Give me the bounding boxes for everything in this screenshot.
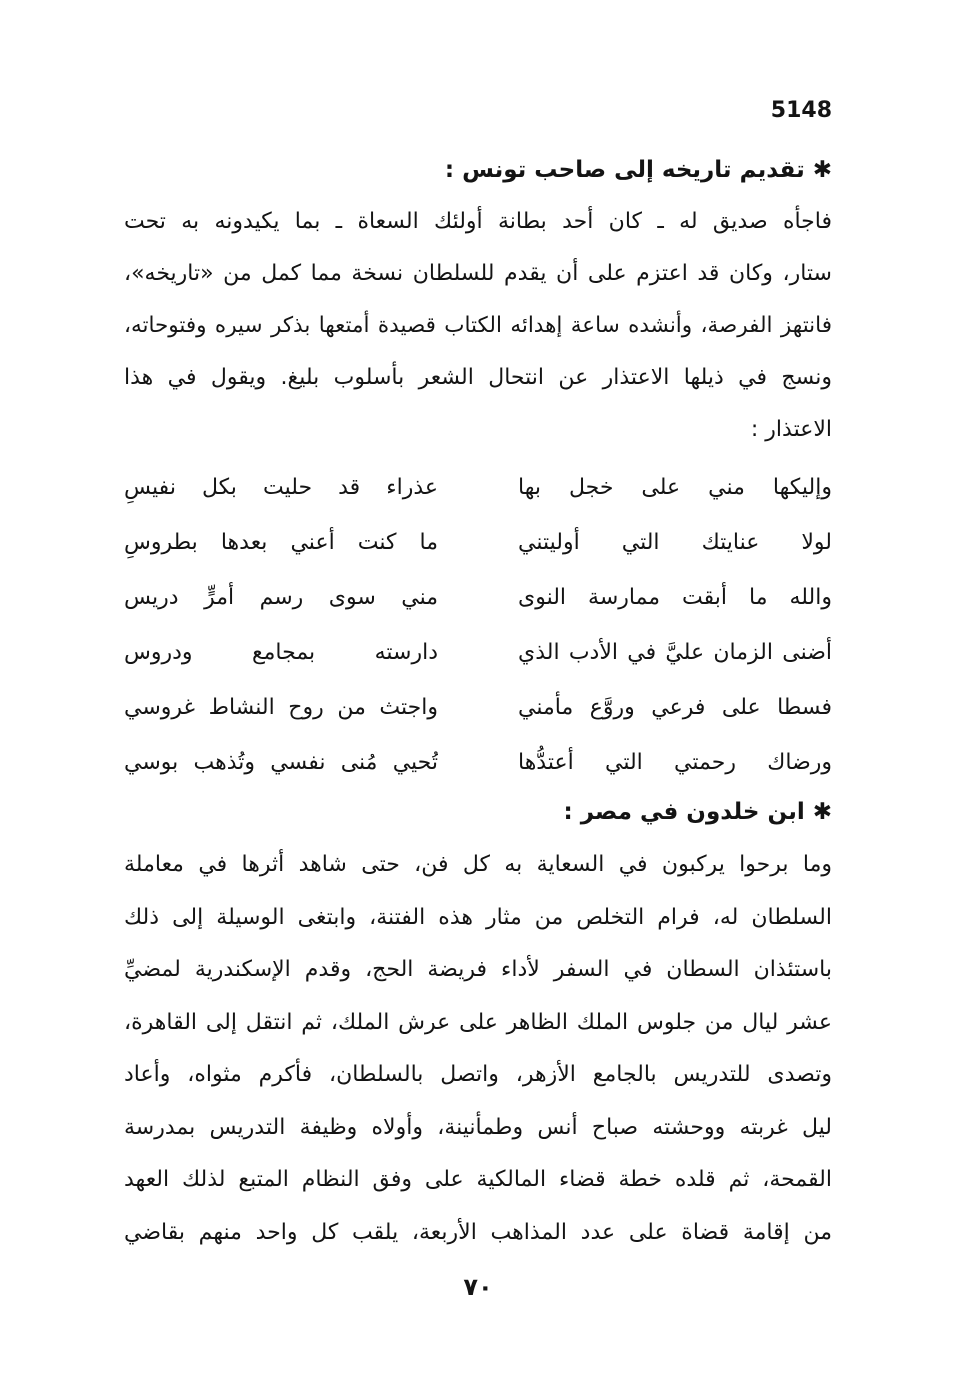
verse-second-hemistich: واجتث من روح النشاط غروسي [124,695,438,720]
paragraph-line: ليل غربته ووحشته صباح أنس وطمأنينة، وأولاه وظيفة التدريس بمدرسة [124,1114,832,1140]
verse-first-hemistich: وإليكها مني على خجل بها [518,475,832,500]
paragraph-line: ونسج في ذيلها الاعتذار عن انتحال الشعر بأسلوب بليغ. ويقول في هذا [124,365,832,390]
poem-verse [124,735,832,790]
poem [124,460,832,790]
paragraph-line: وما برحوا يركبون في السعاية به كل فن، حتى شاهد أثرها في معاملة [124,852,832,877]
verse-first-hemistich: ورضاك رحمتي التي أعتدُّها [518,750,832,775]
poem-verse [124,570,832,625]
poem-verse [124,515,832,570]
paragraph-line: باستئذان السطان في السفر لأداء فريضة الحج، وقدم الإسكندرية لمضيِّ [124,957,832,982]
paragraph-line: فانتهز الفرصة، وأنشده ساعة إهدائه الكتاب قصيدة أمتعها بذكر سيره وفتوحاته، [124,313,832,338]
paragraph-line: عشر ليال من جلوس الملك الظاهر على عرش الملك، ثم انتقل إلى القاهرة، [124,1009,832,1035]
paragraph-line: ستار، وكان قد اعتزم على أن يقدم للسلطان نسخة مما كمل من «تاريخه»، [124,261,832,286]
page-code: 5148 [770,98,832,123]
verse-second-hemistich: دارسته بمجامع ودروس [124,640,438,665]
verse-first-hemistich: أضنى الزمان عليَّ في الأدب الذي [518,640,832,665]
verse-second-hemistich: مني سوى رسم أمرٍّ دريس [124,585,438,610]
paragraph-line: السلطان له، فرام التخلص من مثار هذه الفتنة، وابتغى الوسيلة إلى ذلك [124,904,832,930]
poem-verse [124,460,832,515]
poem-verse [124,625,832,680]
verse-second-hemistich: عذراء قد حليت بكل نفيسِ [124,475,438,500]
verse-first-hemistich: لولا عنايتك التي أوليتني [518,530,832,555]
page-number: ٧٠ [463,1273,493,1301]
paragraph-line: القمحة، ثم قلده خطة قضاء المالكية على وفق النظام المتبع لذلك العهد [124,1167,832,1192]
paragraph-2 [124,839,832,1259]
verse-second-hemistich: تُحيي مُنى نفسي وتُذهب بوسي [124,750,438,775]
verse-first-hemistich: فسطا على فرعي وروَّع مأمني [518,695,832,720]
poem-verse [124,680,832,735]
paragraph-line: وتصدى للتدريس بالجامع الأزهر، واتصل بالسلطان، فأكرم مثواه، وأعاد [124,1062,832,1087]
section-heading-egypt: ✱ ابن خلدون في مصر : [563,799,832,825]
paragraph-line: فاجأه صديق له ـ كان أحد بطانة أولئك السعاة ـ بما يكيدونه به تحت [124,209,832,234]
verse-first-hemistich: والله ما أبقت ممارسة النوى [518,585,832,610]
verse-second-hemistich: ما كنت أعني بعدها بطروسِ [124,530,438,555]
paragraph-1 [124,196,832,456]
section-heading-tunis: ✱ تقديم تاريخه إلى صاحب تونس : [444,157,832,183]
paragraph-line: من إقامة قضاة على عدد المذاهب الأربعة، يلقب كل واحد منهم بقاضي [124,1219,832,1245]
paragraph-line: الاعتذار : [750,417,832,442]
text-column [124,0,832,1309]
